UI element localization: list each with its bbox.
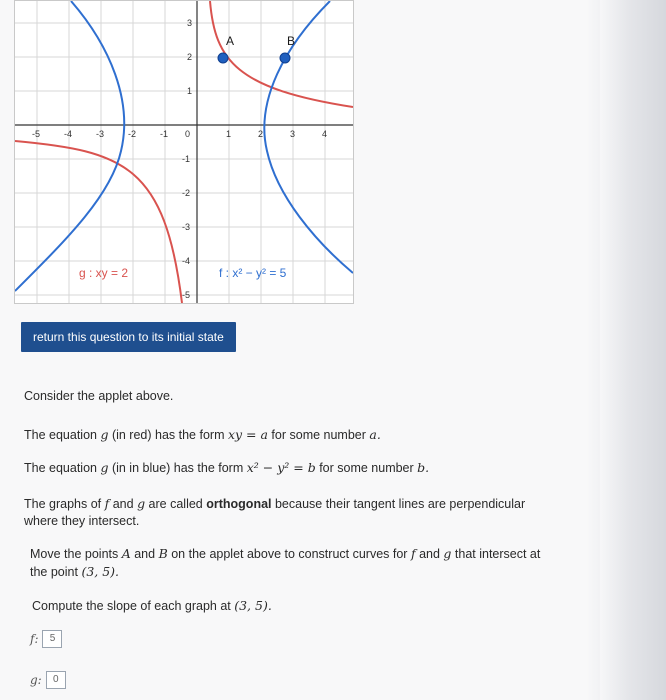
y-tick: -4	[182, 256, 191, 266]
intro-paragraph	[24, 388, 564, 405]
x-tick: 3	[290, 129, 296, 139]
text-span: are called	[145, 497, 207, 511]
text-span: that intersect at the point	[30, 547, 541, 579]
text-span: and	[109, 497, 138, 511]
x-tick: 2	[258, 129, 264, 139]
x-tick: 4	[322, 129, 328, 139]
text-span: for some number	[315, 461, 418, 475]
text-span: and	[130, 547, 159, 561]
g-slope-input[interactable]: 0	[46, 671, 66, 689]
y-tick: -5	[182, 290, 191, 300]
screen-edge-shadow	[586, 0, 666, 700]
graph-canvas[interactable]	[15, 1, 353, 303]
blue-curve-branch-left	[15, 1, 124, 291]
math-span: B	[158, 546, 168, 561]
x-tick: -1	[160, 129, 169, 139]
y-tick: -1	[182, 154, 191, 164]
math-span: f	[104, 496, 110, 511]
math-span: a.	[369, 427, 381, 442]
text-span: Move the points	[30, 547, 122, 561]
f-slope-label: f:	[30, 632, 39, 646]
math-span: (3, 5).	[81, 564, 120, 579]
f-curve-label: f : x² − y² = 5	[219, 266, 287, 280]
g-slope-label: g:	[30, 673, 42, 687]
point-a-label: A	[226, 34, 235, 48]
red-curve-description	[24, 426, 564, 444]
y-tick: 1	[187, 86, 193, 96]
blue-curve-branch-right	[264, 1, 353, 273]
math-span: b.	[417, 460, 430, 475]
text-span: Compute the slope of each graph at	[32, 599, 235, 613]
text-span: The graphs of	[24, 497, 105, 511]
text-span: for some number	[267, 428, 370, 442]
x-tick: 0	[185, 129, 191, 139]
text-span: (in in blue) has the form	[108, 461, 247, 475]
math-span: x² − y² = b	[246, 460, 316, 475]
math-span: A	[121, 546, 131, 561]
x-tick: -4	[64, 129, 73, 139]
math-span: g	[443, 546, 452, 561]
g-slope-answer-row	[30, 671, 66, 689]
math-span: g	[100, 427, 109, 442]
graph-applet[interactable]	[14, 0, 354, 304]
g-curve-label: g : xy = 2	[79, 266, 129, 280]
math-span: (3, 5).	[234, 598, 272, 613]
f-slope-answer-row	[30, 630, 62, 648]
math-span: g	[137, 496, 146, 511]
x-tick: -3	[96, 129, 105, 139]
y-tick: 2	[187, 52, 193, 62]
text-span: The equation	[24, 461, 101, 475]
x-tick: -5	[32, 129, 41, 139]
y-tick: -2	[182, 188, 191, 198]
text-span: and	[415, 547, 444, 561]
math-span: xy = a	[227, 427, 268, 442]
point-a-handle[interactable]	[218, 53, 228, 63]
text-span: The equation	[24, 428, 101, 442]
slope-prompt	[32, 597, 572, 615]
y-tick: -3	[182, 222, 191, 232]
reset-question-button[interactable]: return this question to its initial state	[21, 322, 236, 352]
bold-term: orthogonal	[206, 497, 272, 511]
intro-text: Consider the applet above.	[24, 389, 174, 403]
orthogonal-description	[24, 495, 544, 530]
x-tick: 1	[226, 129, 232, 139]
point-b-label: B	[287, 34, 296, 48]
blue-curve-description	[24, 459, 564, 477]
text-span: on the applet above to construct curves for	[167, 547, 411, 561]
f-slope-input[interactable]: 5	[42, 630, 62, 648]
x-tick: -2	[128, 129, 137, 139]
x-tick-labels	[32, 129, 327, 139]
math-span: f	[410, 546, 416, 561]
instructions-paragraph	[30, 545, 550, 581]
text-span: because their tangent lines are perpendicular where they intersect.	[24, 497, 526, 528]
point-b-handle[interactable]	[280, 53, 290, 63]
math-span: g	[100, 460, 109, 475]
text-span: (in red) has the form	[108, 428, 228, 442]
y-tick: 3	[187, 18, 193, 28]
